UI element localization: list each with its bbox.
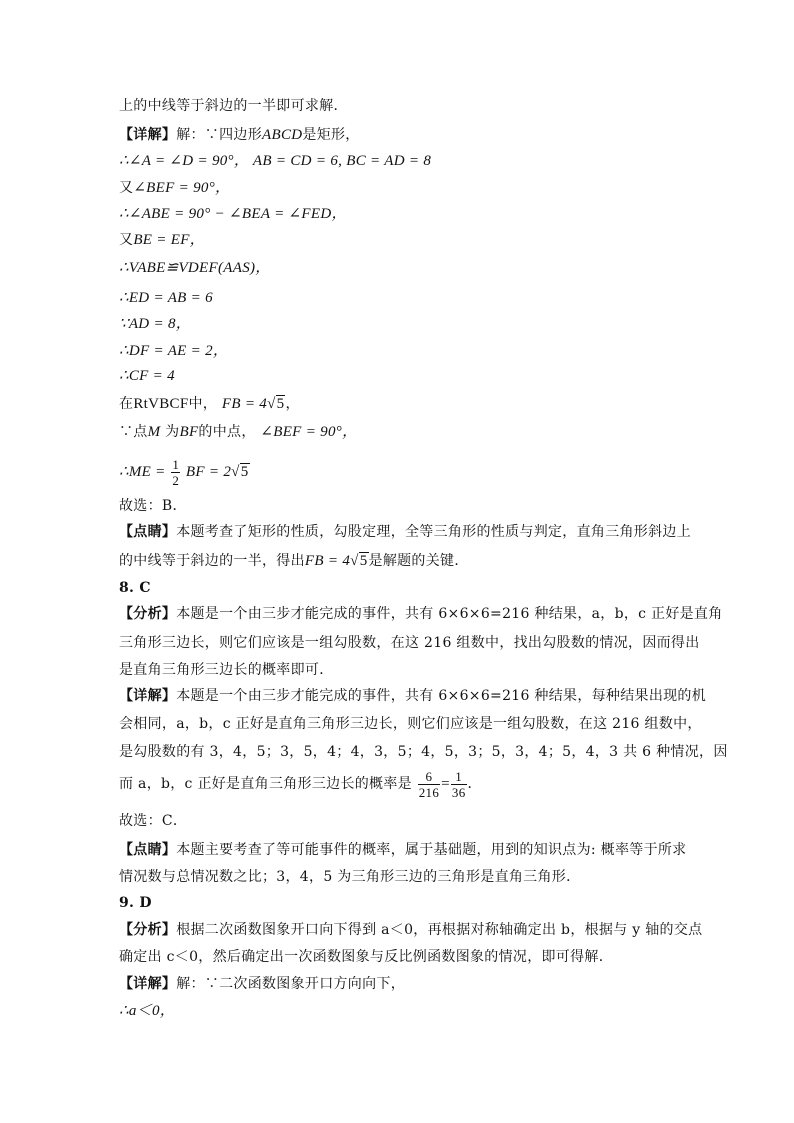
- sqrt-expression: √5: [350, 553, 368, 569]
- text-line: [119, 686, 706, 706]
- section-tag: 【分析】: [119, 606, 177, 622]
- text-line: 上的中线等于斜边的一半即可求解．: [119, 98, 348, 114]
- math-expression: ∴∠A = ∠D = 90°， AB = CD = 6, BC = AD = 8: [119, 153, 432, 169]
- text-span: 解：∵四边形: [176, 127, 263, 143]
- section-tag: 【点睛】: [119, 842, 177, 858]
- math-expression: ∠BEF = 90°，: [133, 180, 231, 196]
- text-line: 故选：B．: [119, 498, 187, 514]
- section-tag: 【点睛】: [119, 524, 177, 540]
- text-line: [119, 178, 230, 198]
- math-expression: ∴a＜0，: [119, 1003, 176, 1019]
- text-span: 根据二次函数图象开口向下得到 a＜0，再根据对称轴确定出 b，根据与 y 轴的交点: [176, 922, 703, 938]
- math-expression: ∴DF = AE = 2，: [119, 343, 229, 359]
- text-line: [119, 230, 205, 250]
- math-expression: ∴∠ABE = 90° − ∠BEA = ∠FED，: [119, 206, 347, 222]
- question-number: 9. D: [119, 895, 152, 911]
- text-line: [119, 394, 300, 414]
- text-line: 会相同，a，b，c 正好是直角三角形三边长，则它们应该是一组勾股数，在这 216 组数中，: [119, 716, 702, 732]
- text-span: 本题主要考查了等可能事件的概率，属于基础题，用到的知识点为: 概率等于所求: [176, 842, 687, 858]
- text-line: [119, 764, 482, 804]
- text-line: 是勾股数的有 3，4，5；3，5，4；4，3，5；4，5，3；5，3，4；5，4，3 共 6 种情况，因: [119, 744, 728, 760]
- math-expression: M: [147, 424, 161, 440]
- text-span: 中，: [188, 396, 218, 412]
- text-span: 在: [119, 396, 134, 412]
- text-line: 情况数与总情况数之比；3，4，5 为三角形三边的三角形是直角三角形．: [119, 869, 581, 885]
- fraction: $\frac{1}{36}$: [451, 768, 466, 800]
- math-expression: ∴CF = 4: [119, 368, 175, 384]
- text-line: 确定出 c＜0，然后确定出一次函数图象与反比例函数图象的情况，即可得解．: [119, 949, 613, 965]
- text-line: [119, 455, 250, 489]
- text-line: [119, 920, 702, 940]
- text-span: ∵点: [119, 424, 148, 440]
- text-line: 是直角三角形三边长的概率即可．: [119, 662, 334, 678]
- math-expression: ∴ED = AB = 6: [119, 290, 213, 306]
- section-tag: 【详解】: [119, 127, 177, 143]
- math-expression: ∴VABE≌VDEF(AAS)，: [119, 260, 271, 276]
- sqrt-expression: √5: [231, 464, 249, 480]
- text-span: ，: [285, 396, 300, 412]
- text-span: 本题是一个由三步才能完成的事件，共有 6×6×6=216 种结果，每种结果出现的机: [176, 688, 707, 704]
- text-span: 又: [119, 180, 134, 196]
- text-line: 故选：C．: [119, 813, 188, 829]
- text-line: 三角形三边长，则它们应该是一组勾股数，在这 216 组数中，找出勾股数的情况，因而得出: [119, 635, 700, 651]
- text-line: [119, 522, 691, 542]
- text-line: [119, 974, 405, 994]
- fraction: $\frac{1}{2}$: [172, 456, 180, 488]
- text-span: 解：∵二次函数图象开口方向向下，: [176, 976, 406, 992]
- text-span: 又: [119, 232, 134, 248]
- math-expression: FB = 4: [304, 553, 351, 569]
- section-tag: 【分析】: [119, 922, 177, 938]
- text-span: 本题是一个由三步才能完成的事件，共有 6×6×6=216 种结果，a，b，c 正好是直角: [176, 606, 723, 622]
- text-span: ．: [467, 776, 482, 792]
- text-line: [119, 125, 360, 145]
- fraction: $\frac{6}{216}$: [418, 768, 440, 800]
- text-line: [119, 604, 723, 624]
- text-span: 是解题的关键．: [368, 553, 469, 569]
- text-line: [119, 422, 357, 442]
- text-span: 而 a，b，c 正好是直角三角形三边长的概率是: [119, 776, 412, 792]
- math-expression: BF: [179, 424, 199, 440]
- math-expression: FB = 4: [221, 396, 268, 412]
- sqrt-expression: √5: [267, 396, 285, 412]
- section-tag: 【详解】: [119, 688, 177, 704]
- text-line: [119, 551, 469, 571]
- math-expression: RtVBCF: [133, 396, 189, 412]
- math-expression: BF = 2: [185, 464, 232, 480]
- text-span: 本题考查了矩形的性质，勾股定理，全等三角形的性质与判定，直角三角形斜边上: [176, 524, 692, 540]
- math-expression: BE = EF，: [133, 232, 205, 248]
- math-expression: ABCD: [262, 127, 303, 143]
- section-tag: 【详解】: [119, 976, 177, 992]
- math-expression: ∠BEF = 90°，: [260, 424, 358, 440]
- text-line: [119, 840, 686, 860]
- text-span: 为: [165, 424, 180, 440]
- math-expression: ∴ME =: [119, 464, 166, 480]
- equals-sign: =: [441, 776, 450, 792]
- question-number: 8. C: [119, 580, 151, 596]
- text-span: 的中线等于斜边的一半，得出: [119, 553, 305, 569]
- text-span: 是矩形，: [302, 127, 360, 143]
- text-span: 的中点，: [198, 424, 256, 440]
- math-expression: ∵AD = 8，: [119, 316, 192, 332]
